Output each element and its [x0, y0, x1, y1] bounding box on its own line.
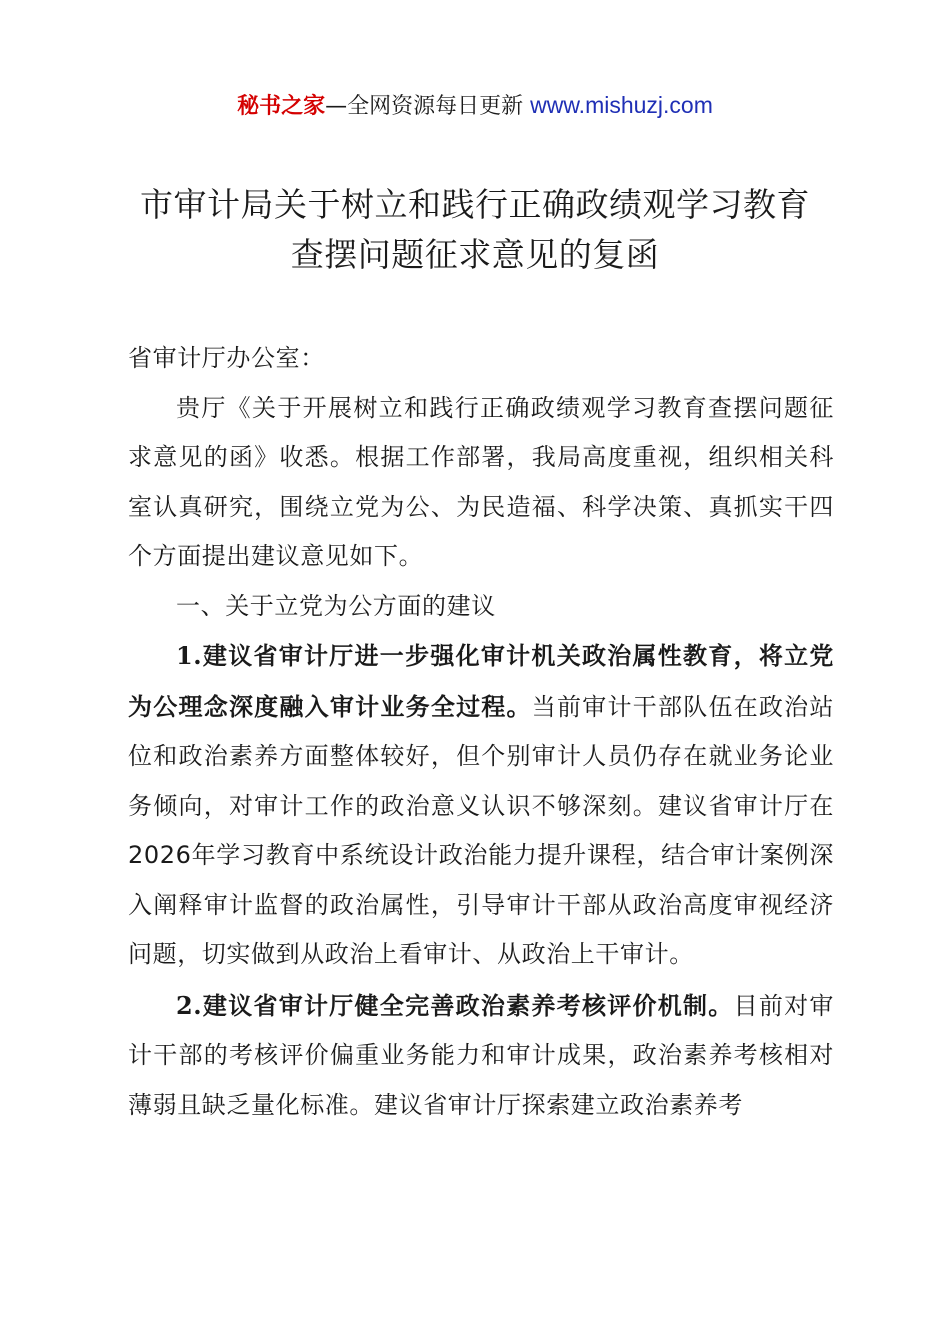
title-line-1: 市审计局关于树立和践行正确政绩观学习教育 — [140, 185, 810, 224]
site-header — [0, 88, 950, 124]
item-1-paragraph — [128, 631, 834, 980]
title-line-2: 查摆问题征求意见的复函 — [290, 235, 660, 274]
site-url-link[interactable]: www.mishuzj.com — [530, 92, 713, 118]
item-2-lead: 2.建议省审计厅健全完善政治素养考核评价机制。 — [176, 990, 734, 1020]
section-heading: 一、关于立党为公方面的建议 — [176, 591, 496, 620]
item-1-text: 当前审计干部队伍在政治站位和政治素养方面整体较好，但个别审计人员仍存在就业务论业务倾向，对审计工作的政治意义认识不够深刻。建议省审计厅在2026年学习教育中系统设计政治能力提升课程，结合审计案例深入阐释审计监督的政治属性，引导审计干部从政治高度审视经济问题，切实做到从政治上看审计、从政治上干审计。 — [128, 692, 834, 968]
salutation: 省审计厅办公室： — [128, 344, 325, 372]
brand-name: 秘书之家 — [237, 94, 326, 119]
intro-paragraph: 贵厅《关于开展树立和践行正确政绩观学习教育查摆问题征求意见的函》收悉。根据工作部署，我局高度重视，组织相关科室认真研究，围绕立党为公、为民造福、科学决策、真抓实干四个方面提出建议意见如下。 — [128, 393, 834, 570]
item-2-text: 目前对审计干部的考核评价偏重业务能力和审计成果，政治素养考核相对薄弱且缺乏量化标准。建议省审计厅探索建立政治素养考 — [128, 991, 835, 1119]
item-1-lead: 1.建议省审计厅进一步强化审计机关政治属性教育，将立党为公理念深度融入审计业务全过程。 — [128, 641, 834, 721]
document-body — [128, 334, 834, 1130]
document-title — [80, 180, 870, 280]
header-tagline: —全网资源每日更新 — [325, 94, 531, 119]
item-2-paragraph — [128, 981, 834, 1131]
